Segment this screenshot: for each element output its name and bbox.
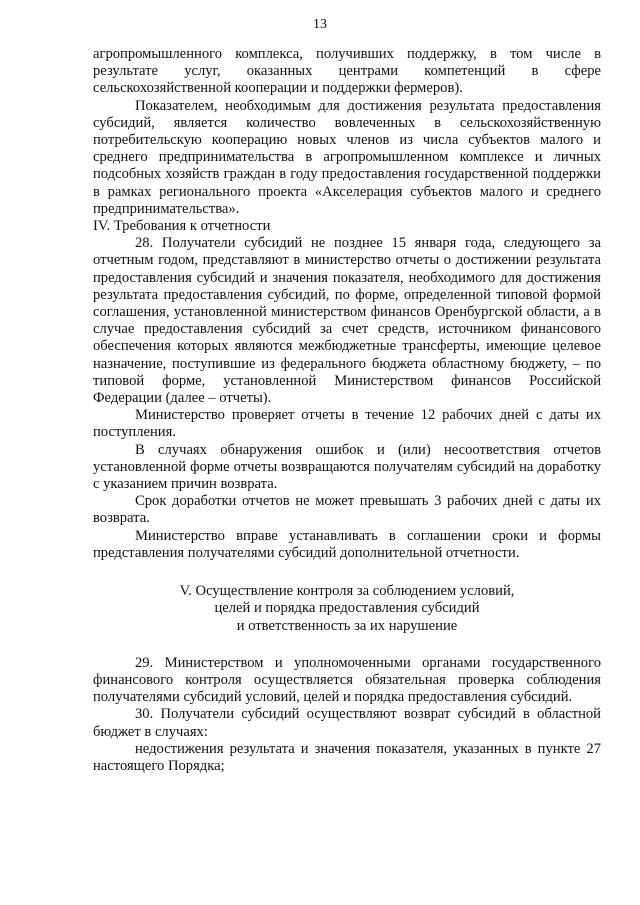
document-body bbox=[93, 46, 601, 775]
paragraph-additional-reporting: Министерство вправе устанавливать в соглашении сроки и формы представления получателями субсидий дополнительной отчетности. bbox=[93, 527, 601, 561]
paragraph-errors: В случаях обнаружения ошибок и (или) несоответствия отчетов установленной форме отчеты возвращаются получателям субсидий на доработку с указанием причин возврата. bbox=[93, 441, 601, 493]
paragraph-30: 30. Получатели субсидий осуществляют возврат субсидий в областной бюджет в случаях: bbox=[93, 706, 601, 740]
paragraph-review-period: Министерство проверяет отчеты в течение 12 рабочих дней с даты их поступления. bbox=[93, 407, 601, 441]
page-number: 13 bbox=[313, 17, 327, 32]
paragraph-29: 29. Министерством и уполномоченными органами государственного финансового контроля осуществляется обязательная проверка соблюдения получателями субсидий условий, целей и порядка предоставления субсидий. bbox=[93, 654, 601, 706]
paragraph-indicator: Показателем, необходимым для достижения результата предоставления субсидий, является количество вовлеченных в сельскохозяйственную потребительскую кооперацию новых членов из числа субъектов малого и среднего предпринимательства в агропромышленном комплексе и личных подсобных хозяйств граждан в году предоставления государственной поддержки в рамках регионального проекта «Акселерация субъектов малого и среднего предпринимательства». bbox=[93, 97, 601, 217]
paragraph-revision-term: Срок доработки отчетов не может превышать 3 рабочих дней с даты их возврата. bbox=[93, 493, 601, 527]
section-heading-iv: IV. Требования к отчетности bbox=[93, 218, 271, 235]
section-heading-v-line-2: целей и порядка предоставления субсидий bbox=[214, 600, 480, 617]
section-heading-v-line-1: V. Осуществление контроля за соблюдением условий, bbox=[179, 583, 515, 600]
paragraph-30-item: недостижения результата и значения показателя, указанных в пункте 27 настоящего Порядка; bbox=[93, 740, 601, 774]
section-heading-v bbox=[93, 583, 601, 635]
paragraph-continuation: агропромышленного комплекса, получивших поддержку, в том числе в результате услуг, оказанных центрами компетенций в сфере сельскохозяйственной кооперации и поддержки фермеров). bbox=[93, 46, 601, 97]
paragraph-28: 28. Получатели субсидий не позднее 15 января года, следующего за отчетным годом, представляют в министерство отчеты о достижении результата предоставления субсидий и значения показателя, необходимого для достижения результата предоставления субсидий, по форме, определенной типовой формой соглашения, установленной министерством финансов Оренбургской области, а в случае предоставления субсидий за счет средств, источником финансового обеспечения которых являются межбюджетные трансферты, имеющие целевое назначение, поступившие из федерального бюджета областному бюджету, – по типовой форме, установленной Министерством финансов Российской Федерации (далее – отчеты). bbox=[93, 235, 601, 407]
section-heading-v-line-3: и ответственность за их нарушение bbox=[236, 617, 458, 634]
